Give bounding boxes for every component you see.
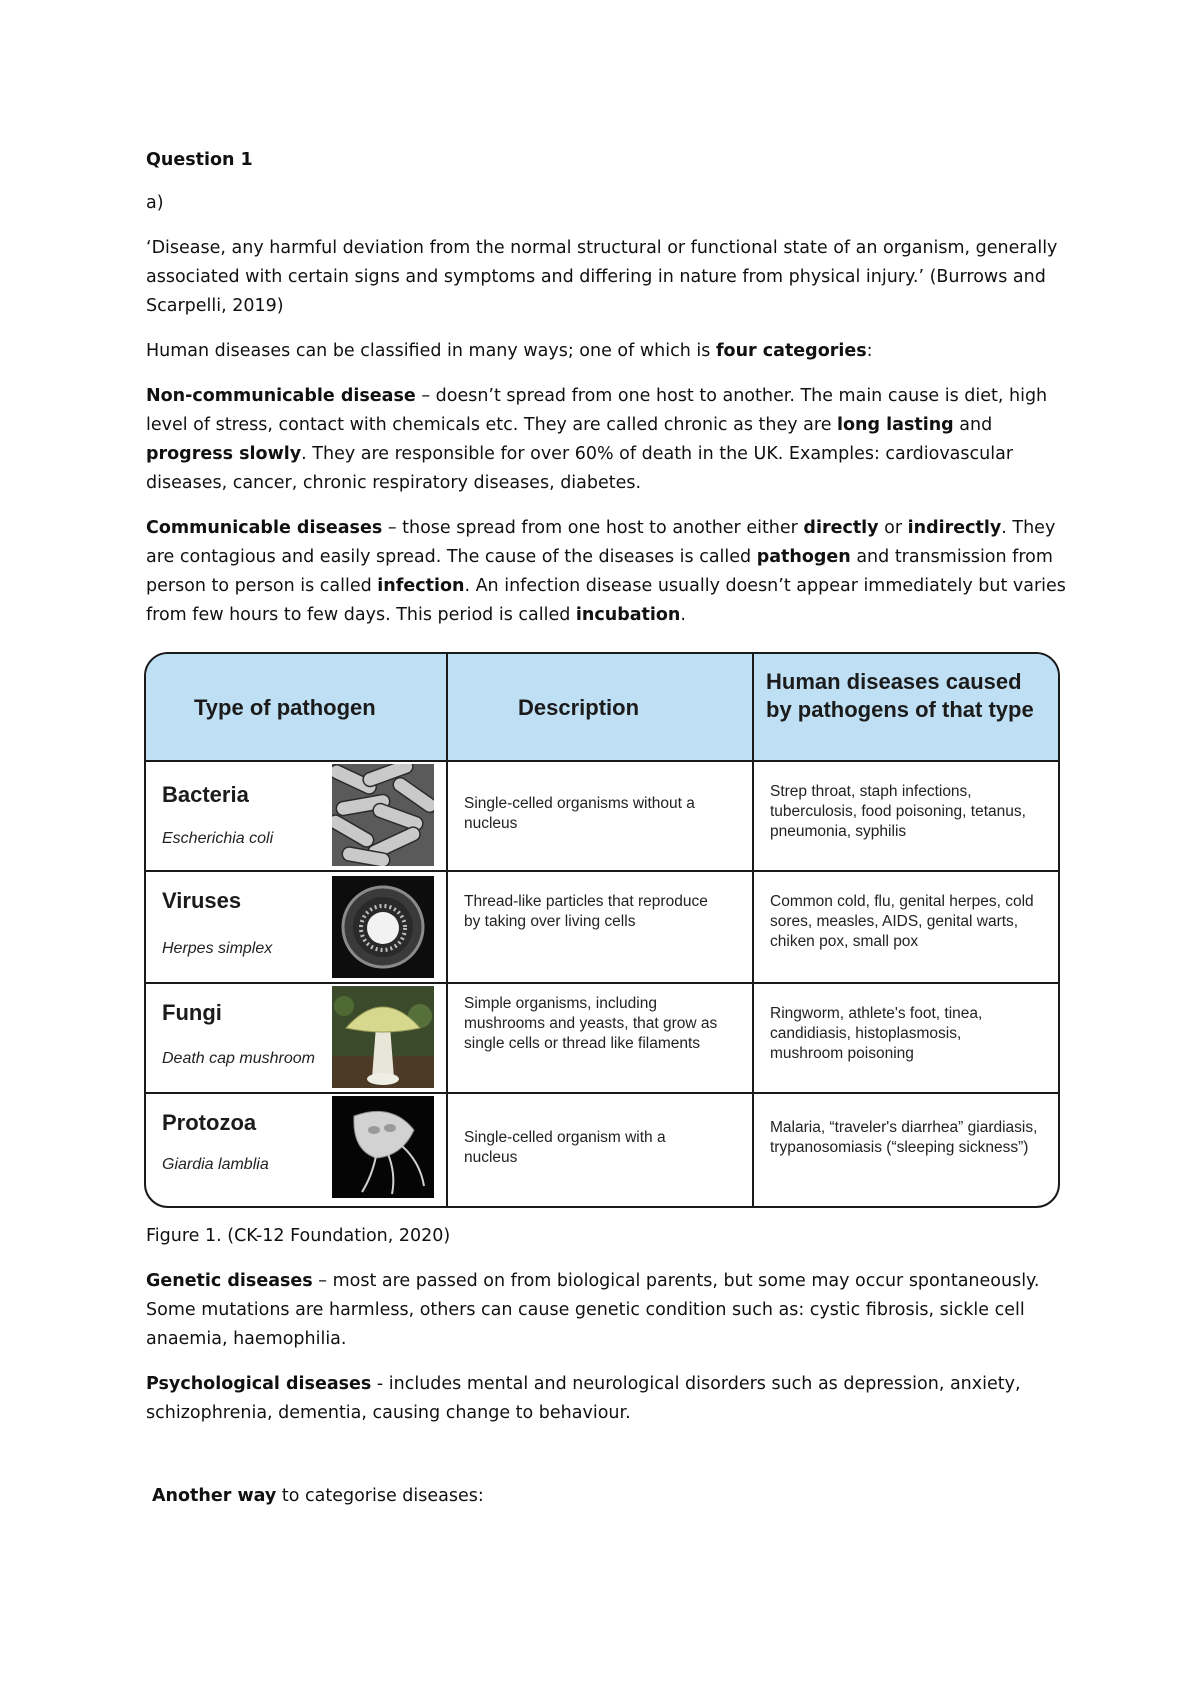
bacteria-micrograph-image <box>332 764 434 866</box>
pathogen-latin-name: Death cap mushroom <box>162 1050 315 1067</box>
bold-run: infection <box>377 576 465 596</box>
pathogen-diseases: Common cold, flu, genital herpes, cold sores, measles, AIDS, genital warts, chiken pox, small pox <box>770 893 1034 950</box>
figure-caption: Figure 1. (CK-12 Foundation, 2020) <box>146 1226 451 1246</box>
communicable-paragraph <box>146 514 1066 630</box>
pathogen-description: Single-celled organisms without a nucleus <box>464 795 695 832</box>
header-type-of-pathogen: Type of pathogen <box>194 695 376 720</box>
pathogen-latin-name: Herpes simplex <box>162 940 273 957</box>
table-row <box>146 984 1058 1092</box>
pathogen-description: Single-celled organism with a nucleus <box>464 1129 666 1166</box>
another-way-bold: Another way <box>152 1486 277 1506</box>
pathogen-diseases: Strep throat, staph infections, tuberculosis, food poisoning, tetanus, pneumonia, syphilis <box>770 783 1026 840</box>
pathogen-description: Simple organisms, including mushrooms and yeasts, that grow as single cells or thread like filaments <box>464 995 718 1052</box>
genetic-term: Genetic diseases <box>146 1271 313 1291</box>
pathogen-name: Viruses <box>162 888 242 913</box>
pathogen-name: Protozoa <box>162 1110 257 1135</box>
text-run: . They are responsible for over 60% of death in the UK. Examples: cardiovascular diseases, cancer, chronic respiratory diseases, diabetes. <box>146 444 1014 493</box>
psychological-paragraph <box>146 1370 1066 1428</box>
bold-run: pathogen <box>756 547 851 567</box>
genetic-paragraph <box>146 1267 1066 1354</box>
noncommunicable-term: Non-communicable disease <box>146 386 416 406</box>
communicable-term: Communicable diseases <box>146 518 383 538</box>
document-content <box>146 146 1066 1527</box>
pathogen-table <box>144 652 1060 1208</box>
text-run: and transmission from person to person is called <box>146 547 1053 596</box>
pathogen-description: Thread-like particles that reproduce by taking over living cells <box>464 893 708 930</box>
another-way-text: to categorise diseases: <box>276 1486 484 1506</box>
mushroom-photo-image <box>332 986 434 1088</box>
question-title: Question 1 <box>146 150 253 170</box>
header-human-diseases: Human diseases caused by pathogens of that type <box>766 669 1034 722</box>
psychological-text: - includes mental and neurological disorders such as depression, anxiety, schizophrenia, dementia, causing change to behaviour. <box>146 1374 1021 1423</box>
pathogen-diseases: Ringworm, athlete's foot, tinea, candidiasis, histoplasmosis, mushroom poisoning <box>770 1005 983 1062</box>
classification-bold: four categories <box>715 341 867 361</box>
genetic-text: – most are passed on from biological parents, but some may occur spontaneously. Some mutations are harmless, others can cause genetic condition such as: cystic fibrosis, sickle cell anaemia, haemophilia. <box>146 1271 1040 1349</box>
text-run: . <box>680 605 686 625</box>
table-row <box>146 1094 1058 1206</box>
text-run: – those spread from one host to another either <box>382 518 804 538</box>
question-part: a) <box>146 193 164 213</box>
table-row <box>146 762 1058 870</box>
text-run: – doesn’t spread from one host to another. The main cause is diet, high level of stress, contact with chemicals etc. They are called chronic as they are <box>146 386 1048 435</box>
pathogen-diseases: Malaria, “traveler's diarrhea” giardiasis, trypanosomiasis (“sleeping sickness”) <box>770 1119 1038 1156</box>
bold-run: long lasting <box>837 415 954 435</box>
disease-definition-quote: ‘Disease, any harmful deviation from the normal structural or functional state of an organism, generally associated with certain signs and symptoms and differing in nature from physical injury.’ (Burrows and Scarpelli, 2019) <box>146 238 1058 316</box>
pathogen-latin-name: Escherichia coli <box>162 830 274 847</box>
header-description: Description <box>518 695 640 720</box>
bold-run: incubation <box>575 605 681 625</box>
table-row <box>146 872 1058 982</box>
pathogen-name: Fungi <box>162 1000 222 1025</box>
virus-micrograph-image <box>332 876 434 978</box>
another-way-paragraph <box>146 1482 1066 1511</box>
bold-run: indirectly <box>907 518 1002 538</box>
psychological-term: Psychological diseases <box>146 1374 372 1394</box>
bold-run: directly <box>803 518 879 538</box>
text-run: . An infection disease usually doesn’t appear immediately but varies from few hours to few days. This period is called <box>146 576 1066 625</box>
noncommunicable-paragraph <box>146 382 1066 498</box>
text-run: or <box>878 518 908 538</box>
classification-paragraph <box>146 337 1066 366</box>
text-run: . They are contagious and easily spread. The cause of the diseases is called <box>146 518 1056 567</box>
pathogen-figure <box>144 652 1060 1208</box>
classification-colon: : <box>866 341 873 361</box>
classification-text: Human diseases can be classified in many ways; one of which is <box>146 341 716 361</box>
protozoa-micrograph-image <box>332 1096 434 1198</box>
text-run: and <box>953 415 993 435</box>
pathogen-latin-name: Giardia lamblia <box>162 1156 269 1173</box>
pathogen-name: Bacteria <box>162 782 249 807</box>
bold-run: progress slowly <box>146 444 302 464</box>
